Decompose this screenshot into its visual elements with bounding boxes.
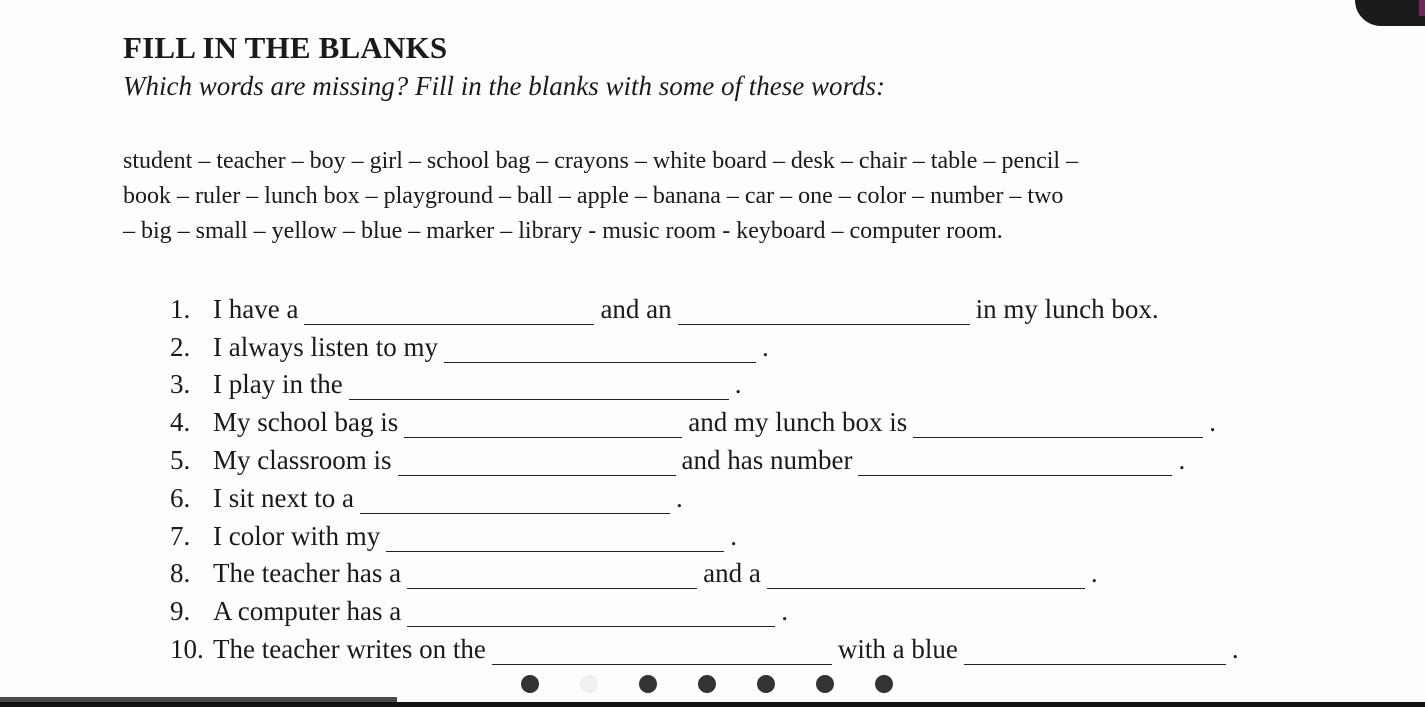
question-text: I play in the	[213, 369, 343, 400]
answer-blank[interactable]	[398, 449, 676, 476]
word-bank-line: – big – small – yellow – blue – marker – library - music room - keyboard – computer room.	[123, 218, 1003, 244]
answer-blank[interactable]	[444, 336, 756, 363]
question-text: .	[734, 369, 742, 400]
carousel-dot[interactable]	[639, 675, 657, 693]
question-number: 7.	[170, 520, 191, 551]
answer-blank[interactable]	[404, 411, 682, 438]
answer-blank[interactable]	[349, 373, 729, 400]
question-text: .	[675, 482, 683, 513]
question-number: 6.	[170, 482, 191, 513]
question-item	[170, 627, 1400, 665]
corner-accent	[1419, 0, 1425, 16]
word-bank-line: student – teacher – boy – girl – school bag – crayons – white board – desk – chair – table – pencil –	[123, 148, 1079, 174]
question-number: 4.	[170, 407, 191, 438]
answer-blank[interactable]	[360, 487, 670, 514]
question-item	[170, 400, 1400, 438]
bottom-bar	[0, 702, 1425, 707]
carousel-dot[interactable]	[698, 675, 716, 693]
question-text: and has number	[681, 444, 853, 475]
question-text: .	[1209, 407, 1216, 438]
question-text: .	[730, 520, 737, 551]
question-text: My classroom is	[213, 444, 392, 475]
question-item	[170, 589, 1400, 627]
carousel-dot[interactable]	[816, 675, 834, 693]
word-bank-line: book – ruler – lunch box – playground – ball – apple – banana – car – one – color – number – two	[123, 183, 1064, 209]
question-text: and a	[703, 558, 761, 589]
question-text: The teacher writes on the	[213, 633, 486, 664]
question-item	[170, 325, 1400, 363]
answer-blank[interactable]	[407, 562, 697, 589]
carousel-dot[interactable]	[757, 675, 775, 693]
worksheet-title: FILL IN THE BLANKS	[123, 30, 448, 65]
question-list	[170, 287, 1400, 665]
answer-blank[interactable]	[767, 562, 1085, 589]
carousel-dot[interactable]	[521, 675, 539, 693]
answer-blank[interactable]	[304, 298, 594, 325]
question-item	[170, 476, 1400, 514]
worksheet-instructions: Which words are missing? Fill in the blanks with some of these words:	[123, 71, 885, 101]
question-text: A computer has a	[213, 596, 402, 627]
answer-blank[interactable]	[386, 525, 724, 552]
answer-blank[interactable]	[492, 638, 832, 665]
question-number: 5.	[170, 444, 191, 475]
carousel-dot[interactable]	[875, 675, 893, 693]
question-number: 1.	[170, 293, 191, 324]
question-text: .	[1231, 633, 1239, 664]
question-text: .	[1178, 444, 1186, 475]
question-item	[170, 287, 1400, 325]
question-number: 8.	[170, 558, 191, 589]
question-text: I have a	[213, 293, 299, 324]
answer-blank[interactable]	[913, 411, 1203, 438]
answer-blank[interactable]	[678, 298, 970, 325]
question-number: 9.	[170, 596, 191, 627]
question-text: I always listen to my	[213, 331, 438, 362]
question-text: .	[781, 596, 788, 627]
question-text: .	[761, 331, 769, 362]
question-text: My school bag is	[213, 407, 399, 438]
question-number: 3.	[170, 369, 191, 400]
question-item	[170, 552, 1400, 590]
corner-overlay	[1355, 0, 1425, 26]
word-bank	[123, 144, 1343, 249]
answer-blank[interactable]	[407, 600, 775, 627]
question-number: 10.	[170, 633, 204, 664]
question-text: and an	[600, 293, 672, 324]
question-number: 2.	[170, 331, 191, 362]
question-item	[170, 438, 1400, 476]
answer-blank[interactable]	[858, 449, 1172, 476]
answer-blank[interactable]	[964, 638, 1226, 665]
question-item	[170, 363, 1400, 401]
question-item	[170, 514, 1400, 552]
question-text: The teacher has a	[213, 558, 402, 589]
question-text: in my lunch box.	[975, 293, 1159, 324]
question-text: I color with my	[213, 520, 381, 551]
carousel-dot[interactable]	[580, 675, 598, 693]
question-text: with a blue	[837, 633, 958, 664]
question-text: .	[1090, 558, 1098, 589]
question-text: I sit next to a	[213, 482, 354, 513]
carousel-dots	[521, 675, 934, 693]
question-text: and my lunch box is	[688, 407, 908, 438]
